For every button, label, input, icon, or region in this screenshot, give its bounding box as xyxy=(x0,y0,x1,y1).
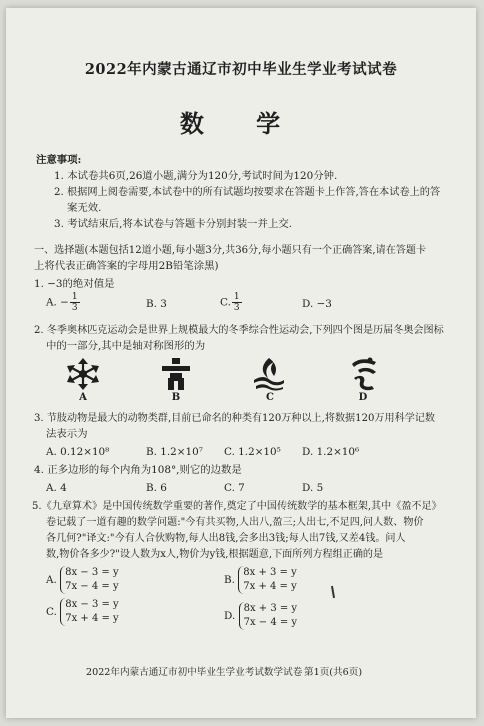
question-5-stem-cont: 数,物价各多少?"设人数为x人,物价为y钱,根据题意,下面所列方程组正确的是 xyxy=(46,549,384,560)
exam-title: 2022年内蒙古通辽市初中毕业生学业考试试卷 xyxy=(84,61,398,78)
question-4-stem: 4. 正多边形的每个内角为108°,则它的边数是 xyxy=(34,464,242,476)
q1-option-c: C. $\frac{1}{3}$ xyxy=(220,292,240,313)
note-item: 1. 本试卷共6页,26道小题,满分为120分,考试时间为120分钟. xyxy=(54,170,338,182)
q5-option-b: B. 8x + 3 = y 7x + 4 = y xyxy=(224,567,297,592)
q3-option-c: C. 1.2×10⁵ xyxy=(224,446,281,458)
notes-heading: 注意事项: xyxy=(36,154,82,166)
question-5-stem-cont: 各几何?"译文:"今有人合伙购物,每人出8钱,会多出3钱;每人出7钱,又差4钱。问人 xyxy=(46,533,406,544)
q4-option-a: A. 4 xyxy=(46,482,67,494)
q4-option-b: B. 6 xyxy=(146,482,167,494)
q1-option-a: A. − $\frac{1}{3}$ xyxy=(46,292,78,313)
emblem-wave-icon xyxy=(250,356,288,392)
section-heading-cont: 上将代表正确答案的字母用2B铅笔涂黑) xyxy=(34,260,219,272)
note-item: 案无效. xyxy=(67,202,102,214)
q4-option-d: D. 5 xyxy=(302,482,324,494)
note-item: 3. 考试结束后,将本试卷与答题卡分别封装一并上交. xyxy=(54,218,293,230)
q1-option-b: B. 3 xyxy=(146,298,167,310)
q5-option-a: A. 8x − 3 = y 7x − 4 = y xyxy=(46,567,119,592)
q5-option-c: C. 8x − 3 = y 7x + 4 = y xyxy=(46,599,119,624)
exam-page xyxy=(6,8,476,718)
q4-option-c: C. 7 xyxy=(224,482,245,494)
q3-option-d: D. 1.2×10⁶ xyxy=(302,446,360,458)
equation-system: 8x + 3 = y 7x − 4 = y xyxy=(239,602,298,630)
emblem-snowflake-icon xyxy=(64,356,102,392)
emblem-inukshuk-icon xyxy=(158,356,194,392)
page-number: 第1页(共6页) xyxy=(304,667,363,678)
question-3-stem-cont: 法表示为 xyxy=(46,428,88,440)
q5-option-d: D. 8x + 3 = y 7x − 4 = y xyxy=(224,603,298,628)
emblem-label-d: D xyxy=(358,392,368,403)
question-3-stem: 3. 节肢动物是最大的动物类群,目前已命名的种类有120万种以上,将数据120万用科学记数 xyxy=(34,413,435,424)
question-5-stem-cont: 卷记载了一道有趣的数学问题:"今有共买物,人出八,盈三;人出七,不足四,问人数、物价 xyxy=(46,517,424,528)
fraction: $\frac{1}{3}$ xyxy=(233,292,240,313)
footer-title: 2022年内蒙古通辽市初中毕业生学业考试数学试卷 xyxy=(86,667,303,678)
question-2-stem: 2. 冬季奥林匹克运动会是世界上规模最大的冬季综合性运动会,下列四个图是历届冬奥会图标 xyxy=(34,325,444,336)
note-item: 2. 根据网上阅卷需要,本试卷中的所有试题均按要求在答题卡上作答,答在本试卷上的答 xyxy=(54,187,441,198)
subject-title: 数 学 xyxy=(179,109,303,138)
emblem-label-b: B xyxy=(171,392,181,403)
q3-option-b: B. 1.2×10⁷ xyxy=(146,446,203,458)
question-2-stem-cont: 中的一部分,其中是轴对称图形的为 xyxy=(46,340,206,352)
pen-mark xyxy=(331,586,335,598)
q1-option-d: D. −3 xyxy=(302,298,332,310)
emblem-skier-icon xyxy=(344,356,382,392)
equation-system: 8x − 3 = y 7x − 4 = y xyxy=(60,566,119,594)
equation-system: 8x + 3 = y 7x + 4 = y xyxy=(238,566,297,594)
section-heading: 一、选择题(本题包括12道小题,每小题3分,共36分,每小题只有一个正确答案,请在答题卡 xyxy=(34,245,427,256)
question-1-stem: 1. −3的绝对值是 xyxy=(34,278,115,290)
question-5-stem: 5.《九章算术》是中国传统数学重要的著作,奠定了中国传统数学的基本框架,其中《盈不足》 xyxy=(32,501,442,512)
q3-option-a: A. 0.12×10⁸ xyxy=(46,446,110,458)
emblem-label-a: A xyxy=(79,392,87,403)
fraction: $\frac{1}{3}$ xyxy=(71,292,78,313)
emblem-label-c: C xyxy=(266,392,274,403)
equation-system: 8x − 3 = y 7x + 4 = y xyxy=(60,598,119,626)
